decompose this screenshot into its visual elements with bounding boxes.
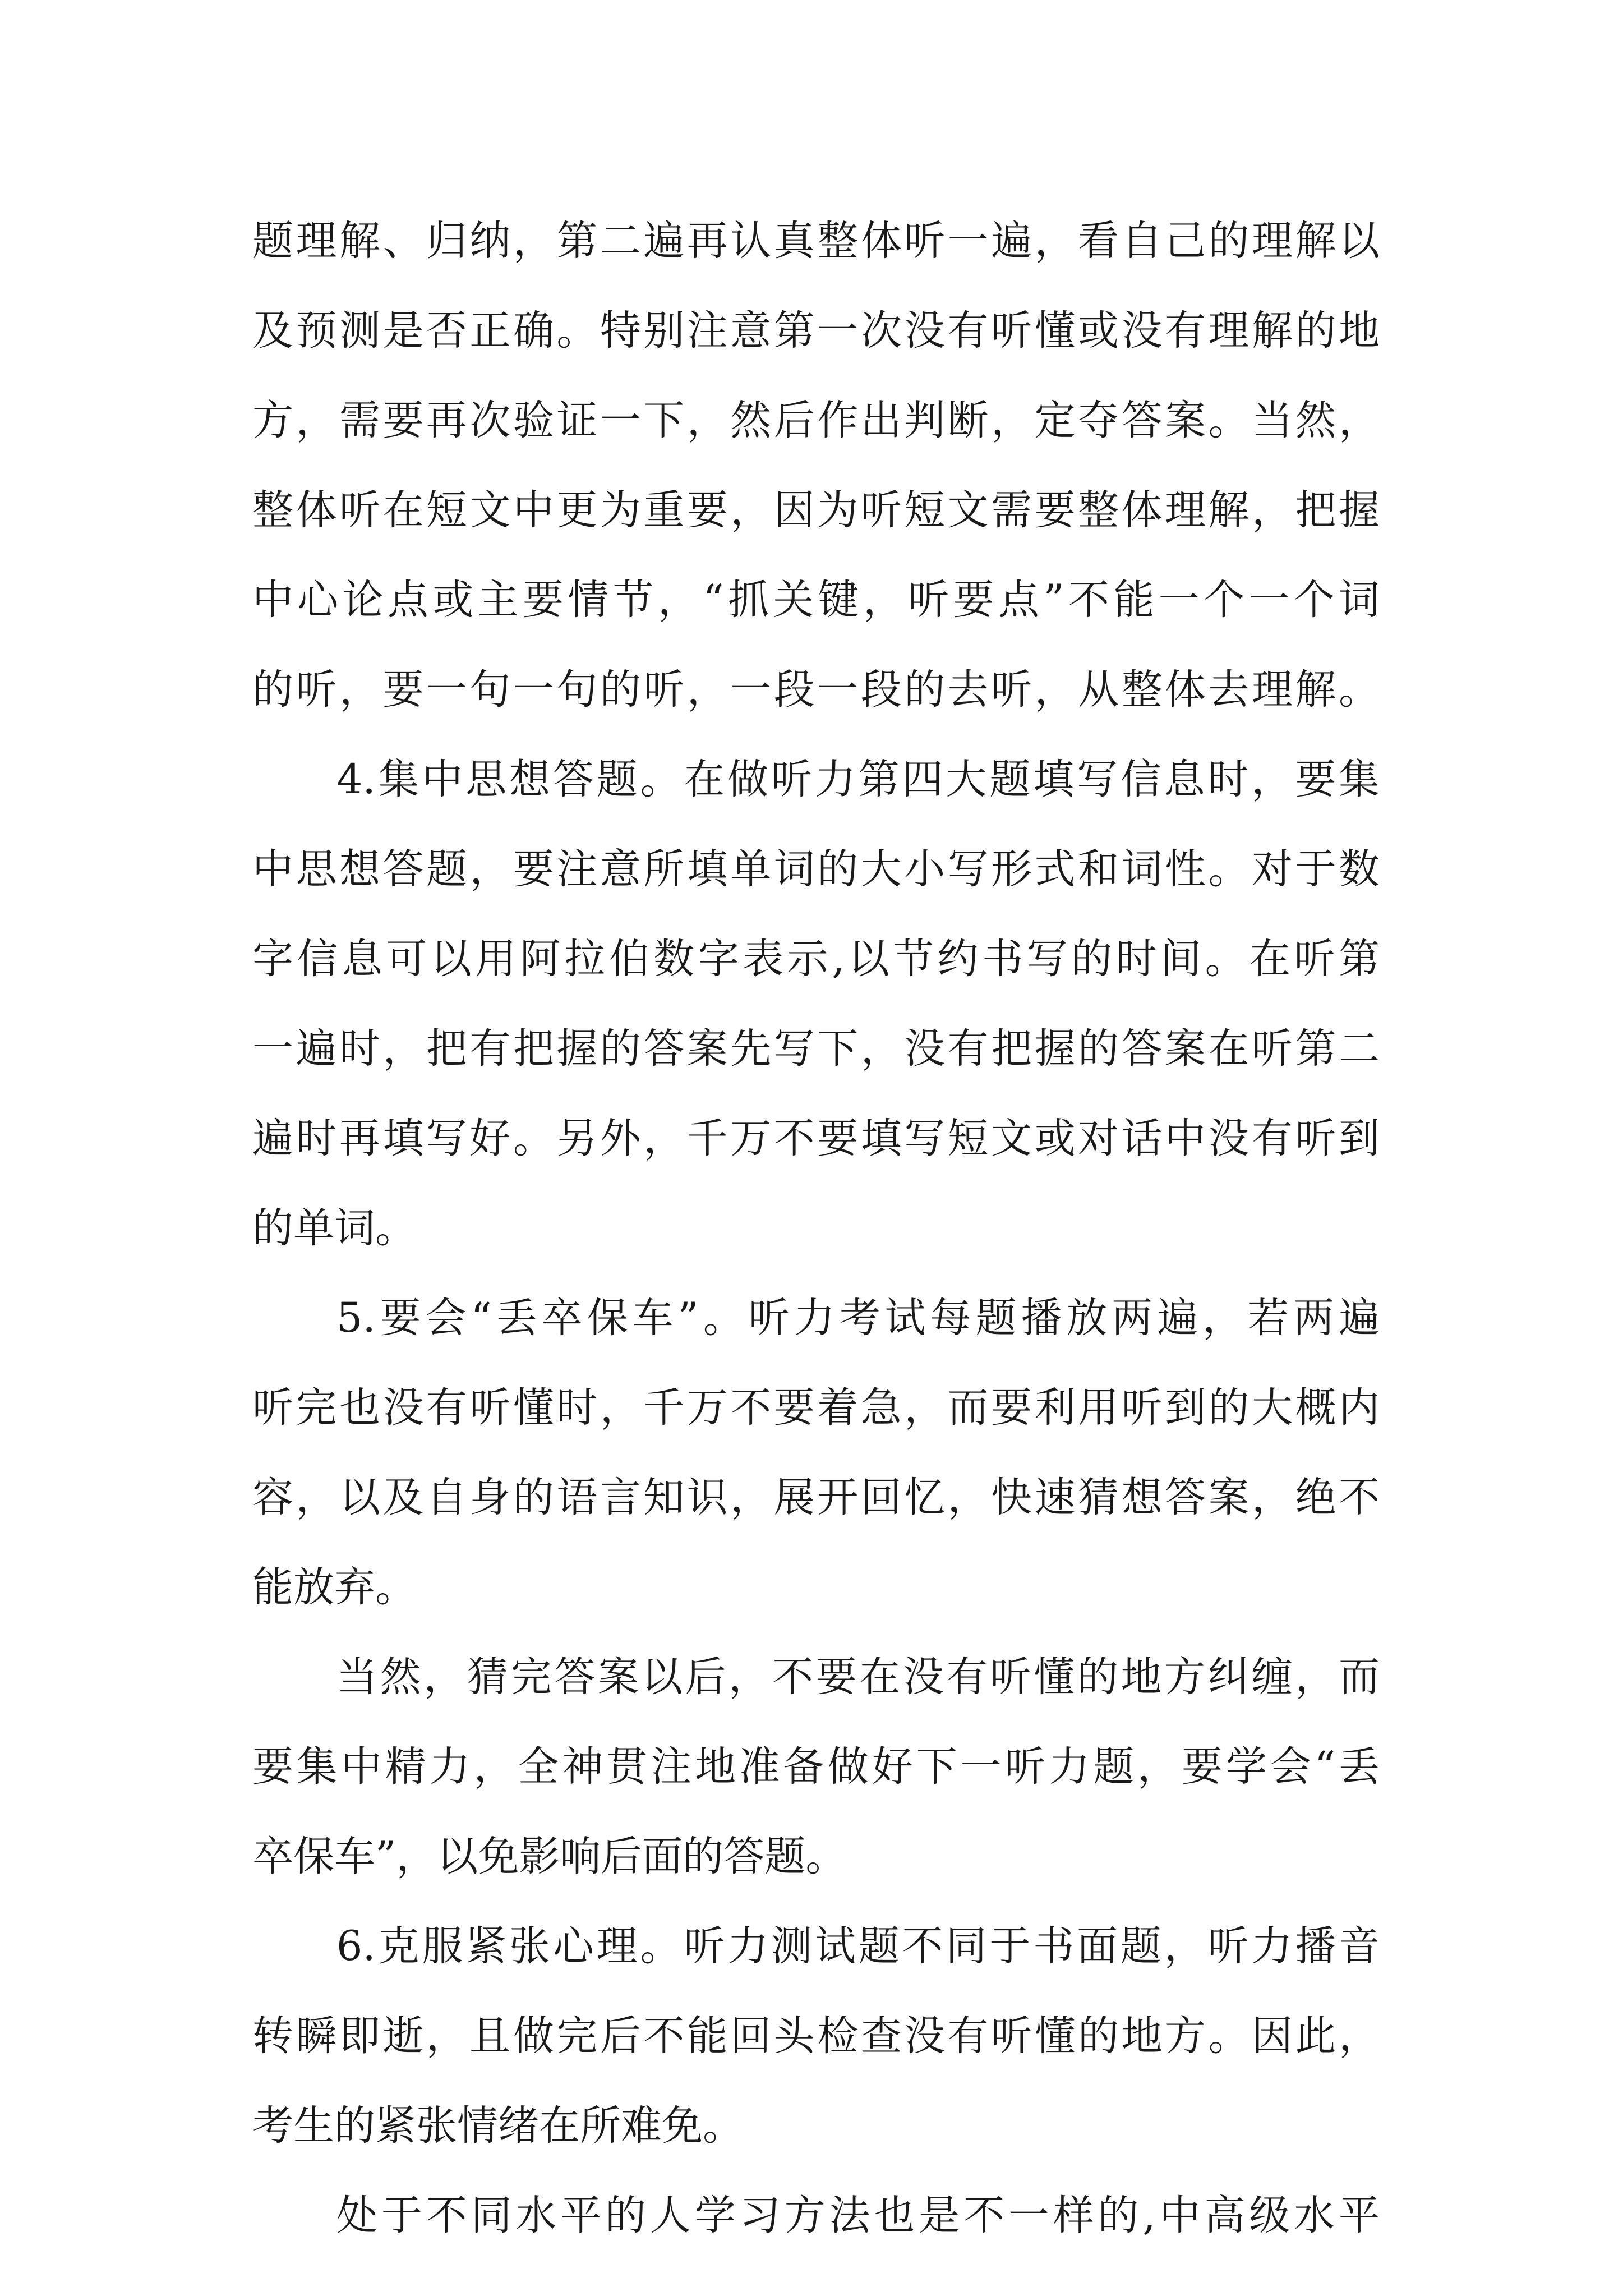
text-line: 听完也没有听懂时，千万不要着急，而要利用听到的大概内	[252, 1384, 1380, 1432]
text-line: 的单词。	[252, 1204, 416, 1252]
text-line: 中思想答题，要注意所填单词的大小写形式和词性。对于数	[252, 845, 1380, 893]
text-line: 及预测是否正确。特别注意第一次没有听懂或没有理解的地	[252, 307, 1380, 355]
text-line: 一遍时，把有把握的答案先写下，没有把握的答案在听第二	[252, 1025, 1380, 1073]
paragraph-first-line: 5.要会“丢卒保车”。听力考试每题播放两遍，若两遍	[336, 1294, 1380, 1342]
text-line: 转瞬即逝，且做完后不能回头检查没有听懂的地方。因此，	[252, 2012, 1380, 2060]
text-line: 题理解、归纳，第二遍再认真整体听一遍，看自己的理解以	[252, 217, 1380, 265]
text-line: 考生的紧张情绪在所难免。	[252, 2102, 744, 2150]
paragraph-first-line: 4.集中思想答题。在做听力第四大题填写信息时，要集	[336, 756, 1380, 803]
paragraph-first-line: 6.克服紧张心理。听力测试题不同于书面题，听力播音	[336, 1922, 1380, 1970]
text-line: 中心论点或主要情节，“抓关键，听要点”不能一个一个词	[252, 576, 1380, 624]
paragraph-first-line: 处于不同水平的人学习方法也是不一样的,中高级水平	[336, 2192, 1380, 2239]
text-line: 遍时再填写好。另外，千万不要填写短文或对话中没有听到	[252, 1115, 1380, 1162]
text-line: 要集中精力，全神贯注地准备做好下一听力题，要学会“丢	[252, 1743, 1380, 1791]
text-line: 能放弃。	[252, 1563, 416, 1611]
text-line: 卒保车”，以免影响后面的答题。	[252, 1833, 847, 1880]
text-line: 字信息可以用阿拉伯数字表示,以节约书写的时间。在听第	[252, 935, 1380, 983]
text-line: 整体听在短文中更为重要，因为听短文需要整体理解，把握	[252, 486, 1380, 534]
text-line: 方，需要再次验证一下，然后作出判断，定夺答案。当然，	[252, 397, 1380, 444]
text-line: 的听，要一句一句的听，一段一段的去听，从整体去理解。	[252, 666, 1380, 714]
paragraph-first-line: 当然，猜完答案以后，不要在没有听懂的地方纠缠，而	[336, 1653, 1380, 1701]
text-line: 容，以及自身的语言知识，展开回忆，快速猜想答案，绝不	[252, 1474, 1380, 1521]
